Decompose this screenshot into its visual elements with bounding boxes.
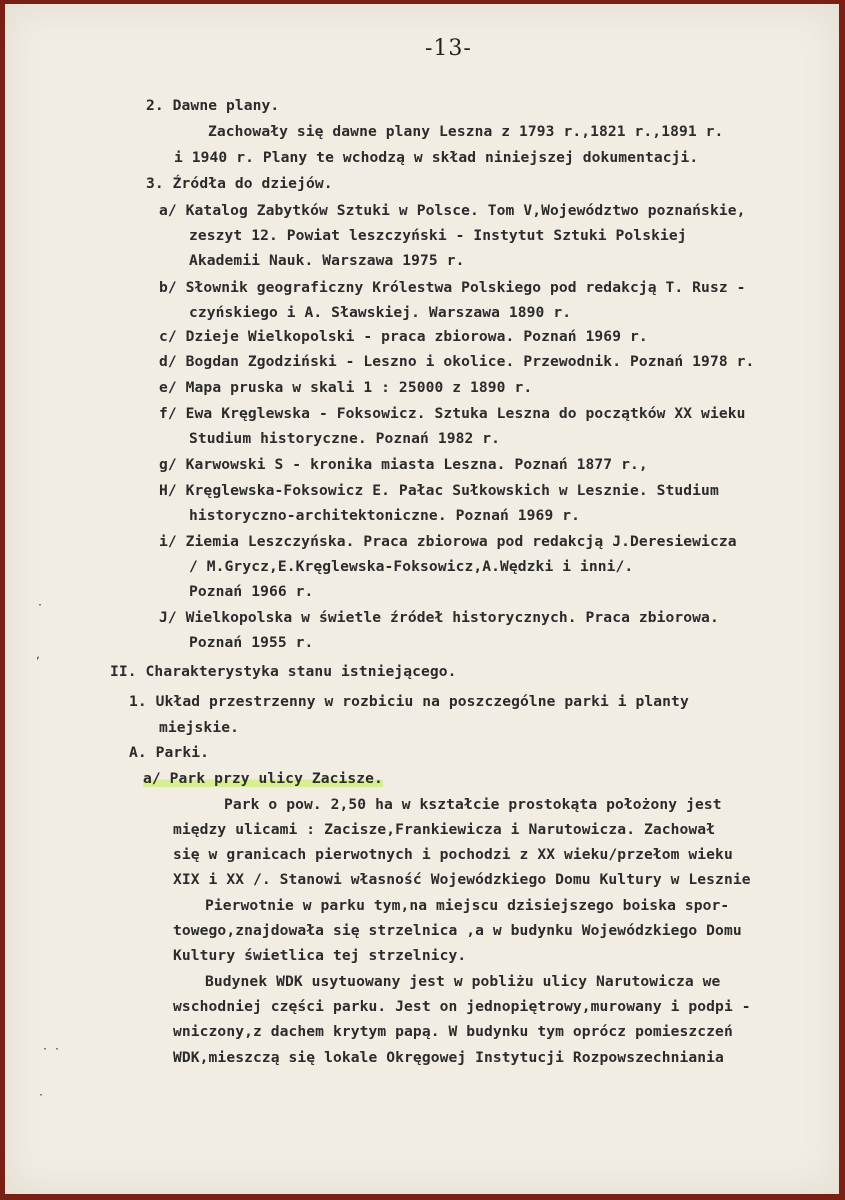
text-line: Pierwotnie w parku tym,na miejscu dzisiejszego boiska spor- bbox=[205, 897, 730, 914]
text-line: i 1940 r. Plany te wchodzą w skład niniejszej dokumentacji. bbox=[174, 149, 699, 166]
section-heading: II. Charakterystyka stanu istniejącego. bbox=[110, 663, 457, 680]
text-line: Akademii Nauk. Warszawa 1975 r. bbox=[189, 252, 465, 269]
document-page bbox=[5, 4, 839, 1194]
text-line: / M.Grycz,E.Kręglewska-Foksowicz,A.Wędzki i inni/. bbox=[189, 558, 634, 575]
text-line: e/ Mapa pruska w skali 1 : 25000 z 1890 r. bbox=[159, 379, 533, 396]
highlighted-heading: a/ Park przy ulicy Zacisze. bbox=[143, 770, 383, 787]
margin-mark: · · bbox=[42, 1044, 61, 1055]
text-line: między ulicami : Zacisze,Frankiewicza i Narutowicza. Zachował bbox=[173, 821, 716, 838]
text-line: d/ Bogdan Zgodziński - Leszno i okolice. Przewodnik. Poznań 1978 r. bbox=[159, 353, 755, 370]
text-line: Poznań 1955 r. bbox=[189, 634, 314, 651]
text-line: A. Parki. bbox=[129, 744, 209, 761]
text-line: XIX i XX /. Stanowi własność Wojewódzkiego Domu Kultury w Lesznie bbox=[173, 871, 751, 888]
text-line: historyczno-architektoniczne. Poznań 1969 r. bbox=[189, 507, 580, 524]
page-number: -13- bbox=[425, 36, 472, 61]
text-line: i/ Ziemia Leszczyńska. Praca zbiorowa pod redakcją J.Deresiewicza bbox=[159, 533, 737, 550]
text-line: Park o pow. 2,50 ha w kształcie prostokąta położony jest bbox=[224, 796, 722, 813]
text-line: H/ Kręglewska-Foksowicz E. Pałac Sułkowskich w Lesznie. Studium bbox=[159, 482, 719, 499]
text-line: 2. Dawne plany. bbox=[146, 97, 280, 114]
text-line: c/ Dzieje Wielkopolski - praca zbiorowa. Poznań 1969 r. bbox=[159, 328, 648, 345]
text-line: f/ Ewa Kręglewska - Foksowicz. Sztuka Leszna do początków XX wieku bbox=[159, 405, 746, 422]
text-line: g/ Karwowski S - kronika miasta Leszna. Poznań 1877 r., bbox=[159, 456, 648, 473]
text-line: Kultury świetlica tej strzelnicy. bbox=[173, 947, 467, 964]
text-line: miejskie. bbox=[159, 719, 239, 736]
text-line: wniczony,z dachem krytym papą. W budynku tym oprócz pomieszczeń bbox=[173, 1023, 733, 1040]
text-line: Studium historyczne. Poznań 1982 r. bbox=[189, 430, 501, 447]
margin-mark: ‚ bbox=[35, 650, 42, 661]
margin-mark: · bbox=[37, 600, 44, 611]
text-line: towego,znajdowała się strzelnica ,a w budynku Wojewódzkiego Domu bbox=[173, 922, 742, 939]
text-line: Budynek WDK usytuowany jest w pobliżu ulicy Narutowicza we bbox=[205, 973, 721, 990]
text-line: a/ Katalog Zabytków Sztuki w Polsce. Tom V,Województwo poznańskie, bbox=[159, 202, 746, 219]
text-line: czyńskiego i A. Sławskiej. Warszawa 1890 r. bbox=[189, 304, 572, 321]
margin-mark: · bbox=[38, 1090, 45, 1101]
text-line: b/ Słownik geograficzny Królestwa Polskiego pod redakcją T. Rusz - bbox=[159, 279, 746, 296]
text-line: się w granicach pierwotnych i pochodzi z XX wieku/przełom wieku bbox=[173, 846, 733, 863]
text-line: Poznań 1966 r. bbox=[189, 583, 314, 600]
text-line: Zachowały się dawne plany Leszna z 1793 r.,1821 r.,1891 r. bbox=[208, 123, 724, 140]
text-line: J/ Wielkopolska w świetle źródeł historycznych. Praca zbiorowa. bbox=[159, 609, 719, 626]
text-line: 1. Układ przestrzenny w rozbiciu na poszczególne parki i planty bbox=[129, 693, 689, 710]
text-line: zeszyt 12. Powiat leszczyński - Instytut Sztuki Polskiej bbox=[189, 227, 687, 244]
text-line: 3. Źródła do dziejów. bbox=[146, 175, 333, 192]
text-line: wschodniej części parku. Jest on jednopiętrowy,murowany i podpi - bbox=[173, 998, 751, 1015]
text-line: WDK,mieszczą się lokale Okręgowej Instytucji Rozpowszechniania bbox=[173, 1049, 724, 1066]
